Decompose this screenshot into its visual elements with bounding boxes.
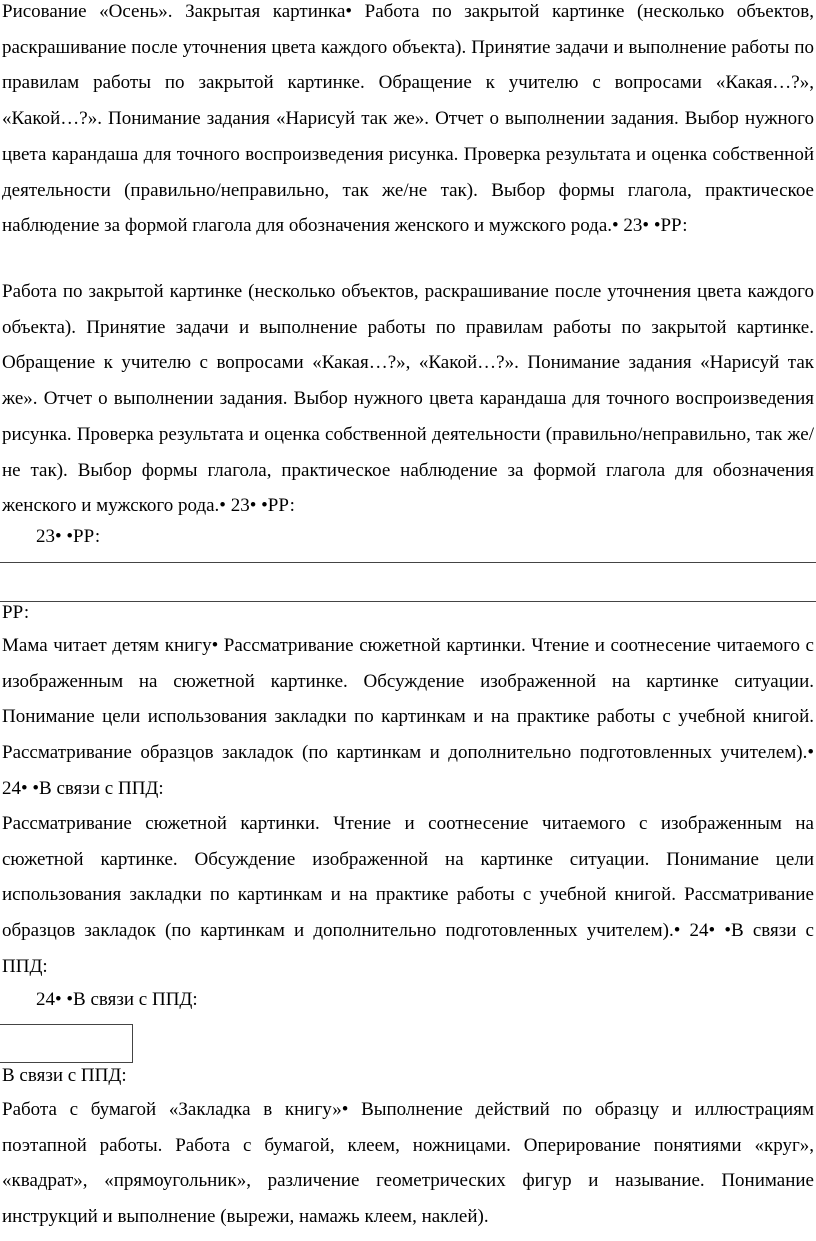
empty-table-cell <box>0 562 816 602</box>
small-empty-cell <box>0 1024 133 1063</box>
line-ppd: В связи с ППД: <box>2 1065 127 1086</box>
paragraph-paper-bookmark: Работа с бумагой «Закладка в книгу»• Выполнение действий по образцу и иллюстрациям поэтапной работы. Работа с бумагой, клеем, ножницами. Оперирование понятиями «круг», «квадрат», «прямоугольник», различение геометрических фигур и называние. Понимание инструкций и выполнение (вырежи, намажь клеем, наклей). <box>2 1099 814 1228</box>
indent-line-24-ppd: 24• •В связи с ППД: <box>36 989 198 1010</box>
paragraph-mother-reads-book: Мама читает детям книгу• Рассматривание сюжетной картинки. Чтение и соотнесение читаемого с изображенным на сюжетной картинке. Обсуждение изображенной на картинке ситуации. Понимание цели использования закладки по картинкам и на практике работы с учебной книгой. Рассматривание образцов закладок (по картинкам и дополнительно подготовленных учителем).• 24• •В связи с ППД: <box>2 635 814 799</box>
line-rr: РР: <box>2 602 30 623</box>
paragraph-drawing-autumn: Рисование «Осень». Закрытая картинка• Работа по закрытой картинке (несколько объектов, раскрашивание после уточнения цвета каждого объекта). Принятие задачи и выполнение работы по правилам работы по закрытой картинке. Обращение к учителю с вопросами «Какая…?», «Какой…?». Понимание задания «Нарисуй так же». Отчет о выполнении задания. Выбор нужного цвета карандаша для точного воспроизведения рисунка. Проверка результата и оценка собственной деятельности (правильно/неправильно, так же/не так). Выбор формы глагола, практическое наблюдение за формой глагола для обозначения женского и мужского рода.• 23• •РР: <box>2 1 814 237</box>
indent-line-23-rr: 23• •РР: <box>36 526 101 547</box>
paragraph-closed-picture: Работа по закрытой картинке (несколько объектов, раскрашивание после уточнения цвета каждого объекта). Принятие задачи и выполнение работы по правилам работы по закрытой картинке. Обращение к учителю с вопросами «Какая…?», «Какой…?». Понимание задания «Нарисуй так же». Отчет о выполнении задания. Выбор нужного цвета карандаша для точного воспроизведения рисунка. Проверка результата и оценка собственной деятельности (правильно/неправильно, так же/не так). Выбор формы глагола, практическое наблюдение за формой глагола для обозначения женского и мужского рода.• 23• •РР: <box>2 281 814 517</box>
paragraph-story-picture: Рассматривание сюжетной картинки. Чтение и соотнесение читаемого с изображенным на сюжетной картинке. Обсуждение изображенной на картинке ситуации. Понимание цели использования закладки по картинкам и на практике работы с учебной книгой. Рассматривание образцов закладок (по картинкам и дополнительно подготовленных учителем).• 24• •В связи с ППД: <box>2 813 814 977</box>
